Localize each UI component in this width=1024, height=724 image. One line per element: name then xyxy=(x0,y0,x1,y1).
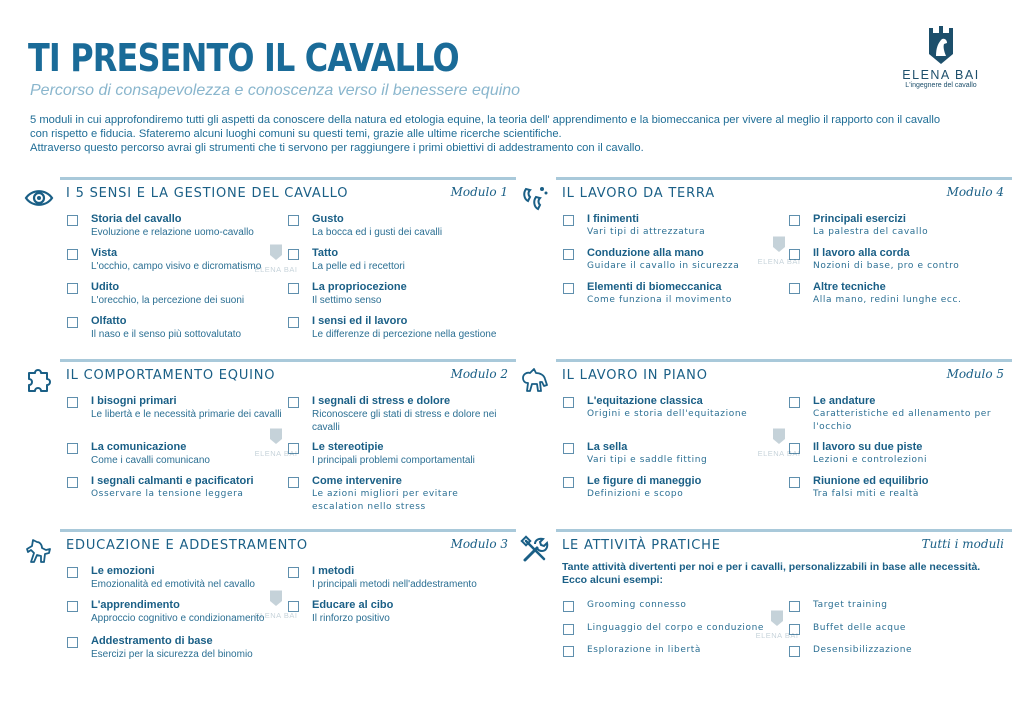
module-5-section xyxy=(556,359,1012,509)
item-checkbox[interactable] xyxy=(288,567,299,578)
module-title: LE ATTIVITÀ PRATICHE xyxy=(562,538,721,553)
item-checkbox[interactable] xyxy=(563,601,574,612)
item-description: L'orecchio, la percezione dei suoni xyxy=(91,295,245,306)
item-title: Storia del cavallo xyxy=(91,213,182,225)
item-checkbox[interactable] xyxy=(563,443,574,454)
watermark-name: ELENA BAI xyxy=(757,449,801,458)
watermark-name: ELENA BAI xyxy=(254,611,298,620)
item-description: Origini e storia dell'equitazione xyxy=(587,409,748,419)
page-title: TI PRESENTO IL CAVALLO xyxy=(28,36,459,80)
item-checkbox[interactable] xyxy=(789,283,800,294)
watermark-name: ELENA BAI xyxy=(755,631,799,640)
item-title: L'apprendimento xyxy=(91,599,180,611)
item-checkbox[interactable] xyxy=(563,397,574,408)
watermark-logo xyxy=(754,605,800,640)
section-divider xyxy=(60,529,516,532)
item-description: Guidare il cavallo in sicurezza xyxy=(587,261,740,271)
item-checkbox[interactable] xyxy=(563,249,574,260)
module-label: Modulo 1 xyxy=(450,185,508,199)
item-title: Olfatto xyxy=(91,315,127,327)
module-label: Modulo 2 xyxy=(450,367,508,381)
item-description: Osservare la tensione leggera xyxy=(91,489,244,499)
item-checkbox[interactable] xyxy=(67,397,78,408)
watermark-name: ELENA BAI xyxy=(254,449,298,458)
item-description: Target training xyxy=(813,600,888,610)
item-description: Evoluzione e relazione uomo-cavallo xyxy=(91,227,254,238)
item-title: Le stereotipie xyxy=(312,441,384,453)
item-checkbox[interactable] xyxy=(789,215,800,226)
item-title: L'equitazione classica xyxy=(587,395,703,407)
item-description: Emozionalità ed emotività nel cavallo xyxy=(91,579,255,590)
item-description: Come funziona il movimento xyxy=(587,295,732,305)
item-title: Il lavoro su due piste xyxy=(813,441,923,453)
item-description: Le differenze di percezione nella gestione xyxy=(312,329,497,340)
module-1-section xyxy=(60,177,516,347)
item-checkbox[interactable] xyxy=(563,646,574,657)
item-description: Lezioni e controlezioni xyxy=(813,455,928,465)
item-description: Desensibilizzazione xyxy=(813,645,913,655)
intro-text xyxy=(30,113,1000,155)
item-description: Caratteristiche ed allenamento per l'occhio xyxy=(813,409,992,432)
watermark-logo xyxy=(756,231,802,266)
item-title: Principali esercizi xyxy=(813,213,906,225)
module-title: I 5 SENSI E LA GESTIONE DEL CAVALLO xyxy=(66,186,349,201)
item-title: I metodi xyxy=(312,565,355,577)
watermark-logo xyxy=(253,423,299,458)
watermark-logo xyxy=(253,585,299,620)
item-title: Il lavoro alla corda xyxy=(813,247,910,259)
logo-tagline: L'ingegnere del cavallo xyxy=(905,82,977,89)
brand-logo xyxy=(896,22,986,102)
item-title: Vista xyxy=(91,247,118,259)
item-description: Vari tipi di attrezzatura xyxy=(587,227,706,237)
rearing-horse-icon xyxy=(24,535,54,565)
module-3-section xyxy=(60,529,516,669)
item-description: L'occhio, campo visivo e dicromatismo xyxy=(91,261,262,272)
item-title: Le andature xyxy=(813,395,876,407)
item-checkbox[interactable] xyxy=(563,215,574,226)
item-checkbox[interactable] xyxy=(288,215,299,226)
item-description: La palestra del cavallo xyxy=(813,227,929,237)
module-label: Modulo 5 xyxy=(946,367,1004,381)
item-checkbox[interactable] xyxy=(67,283,78,294)
item-description: Approccio cognitivo e condizionamento xyxy=(91,613,265,624)
item-checkbox[interactable] xyxy=(563,624,574,635)
castle-horse-logo-icon xyxy=(269,423,283,445)
item-checkbox[interactable] xyxy=(67,601,78,612)
item-description: Linguaggio del corpo e conduzione xyxy=(587,623,765,633)
item-title: Tatto xyxy=(312,247,339,259)
item-title: La sella xyxy=(587,441,628,453)
horse-icon xyxy=(520,365,550,395)
eye-icon xyxy=(24,183,54,213)
item-description: I principali metodi nell'addestramento xyxy=(312,579,477,590)
item-checkbox[interactable] xyxy=(67,317,78,328)
item-description: Vari tipi e saddle fitting xyxy=(587,455,708,465)
item-checkbox[interactable] xyxy=(67,443,78,454)
item-title: I segnali calmanti e pacificatori xyxy=(91,475,254,487)
item-description: Il settimo senso xyxy=(312,295,382,306)
item-description: Grooming connesso xyxy=(587,600,687,610)
item-title: Addestramento di base xyxy=(91,635,213,647)
watermark-name: ELENA BAI xyxy=(757,257,801,266)
watermark-logo xyxy=(756,423,802,458)
module-2-section xyxy=(60,359,516,519)
tools-icon xyxy=(520,535,550,565)
castle-horse-logo-icon xyxy=(770,605,784,627)
item-title: I finimenti xyxy=(587,213,639,225)
module-title: IL COMPORTAMENTO EQUINO xyxy=(66,368,276,383)
module-label: Modulo 3 xyxy=(450,537,508,551)
item-checkbox[interactable] xyxy=(67,215,78,226)
castle-horse-logo-icon xyxy=(269,585,283,607)
item-checkbox[interactable] xyxy=(789,397,800,408)
section-divider xyxy=(60,359,516,362)
item-checkbox[interactable] xyxy=(288,283,299,294)
item-title: Udito xyxy=(91,281,120,293)
page-subtitle: Percorso di consapevolezza e conoscenza verso il benessere equino xyxy=(30,82,521,99)
item-checkbox[interactable] xyxy=(789,646,800,657)
item-checkbox[interactable] xyxy=(288,477,299,488)
item-description: Alla mano, redini lunghe ecc. xyxy=(813,295,962,305)
item-title: Educare al cibo xyxy=(312,599,394,611)
item-checkbox[interactable] xyxy=(563,477,574,488)
module-title: EDUCAZIONE E ADDESTRAMENTO xyxy=(66,538,308,553)
section-divider xyxy=(556,177,1012,180)
item-title: Le emozioni xyxy=(91,565,155,577)
item-checkbox[interactable] xyxy=(67,477,78,488)
item-title: I segnali di stress e dolore xyxy=(312,395,451,407)
item-checkbox[interactable] xyxy=(789,477,800,488)
module-title: IL LAVORO DA TERRA xyxy=(562,186,715,201)
intro-line: 5 moduli in cui approfondiremo tutti gli aspetti da conoscere della natura ed etologia equine, la teoria dell' apprendimento e la biomeccanica per vivere al meglio il rapporto con il cavallo xyxy=(30,114,941,126)
item-description: Esercizi per la sicurezza del binomio xyxy=(91,649,253,660)
item-description: La pelle ed i recettori xyxy=(312,261,405,272)
item-description: Definizioni e scopo xyxy=(587,489,684,499)
castle-horse-logo-icon xyxy=(927,22,955,66)
activities-section xyxy=(556,529,1012,669)
item-description: Riconoscere gli stati di stress e dolore nei cavalli xyxy=(312,409,497,433)
item-title: La comunicazione xyxy=(91,441,187,453)
item-description: Esplorazione in libertà xyxy=(587,645,702,655)
section-divider xyxy=(556,359,1012,362)
intro-line: Attraverso questo percorso avrai gli strumenti che ti servono per raggiungere i primi obiettivi di addestramento con il cavallo. xyxy=(30,142,644,154)
section-divider xyxy=(556,529,1012,532)
castle-horse-logo-icon xyxy=(772,231,786,253)
item-title: I sensi ed il lavoro xyxy=(312,315,408,327)
hoofprint-icon xyxy=(520,183,550,213)
item-description: La bocca ed i gusti dei cavalli xyxy=(312,227,443,238)
item-title: Altre tecniche xyxy=(813,281,886,293)
item-description: Buffet delle acque xyxy=(813,623,907,633)
puzzle-icon xyxy=(24,365,54,395)
castle-horse-logo-icon xyxy=(269,239,283,261)
item-title: Elementi di biomeccanica xyxy=(587,281,722,293)
module-title: IL LAVORO IN PIANO xyxy=(562,368,708,383)
intro-line: con rispetto e fiducia. Sfateremo alcuni luoghi comuni su questi temi, grazie alle ultime ricerche scientifiche. xyxy=(30,128,562,140)
item-description: I principali problemi comportamentali xyxy=(312,455,475,466)
item-title: Come intervenire xyxy=(312,475,402,487)
item-description: Il rinforzo positivo xyxy=(312,613,390,624)
module-4-section xyxy=(556,177,1012,317)
module-label: Modulo 4 xyxy=(946,185,1004,199)
item-checkbox[interactable] xyxy=(67,249,78,260)
item-description: Le azioni migliori per evitare escalation nello stress xyxy=(312,489,459,512)
activities-intro: Tante attività divertenti per noi e per i cavalli, personalizzabili in base alle necessità. Ecco alcuni esempi: xyxy=(562,561,981,586)
item-title: Le figure di maneggio xyxy=(587,475,702,487)
logo-name: ELENA BAI xyxy=(902,68,980,82)
item-title: Gusto xyxy=(312,213,344,225)
item-description: Nozioni di base, pro e contro xyxy=(813,261,960,271)
item-description: Le libertà e le necessità primarie dei cavalli xyxy=(91,409,282,420)
item-checkbox[interactable] xyxy=(563,283,574,294)
item-description: Tra falsi miti e realtà xyxy=(813,489,919,499)
item-description: Il naso e il senso più sottovalutato xyxy=(91,329,242,340)
item-checkbox[interactable] xyxy=(288,317,299,328)
watermark-name: ELENA BAI xyxy=(254,265,298,274)
item-title: Conduzione alla mano xyxy=(587,247,704,259)
item-checkbox[interactable] xyxy=(288,397,299,408)
watermark-logo xyxy=(253,239,299,274)
item-description: Come i cavalli comunicano xyxy=(91,455,210,466)
item-title: La propriocezione xyxy=(312,281,407,293)
item-title: I bisogni primari xyxy=(91,395,177,407)
item-checkbox[interactable] xyxy=(67,567,78,578)
castle-horse-logo-icon xyxy=(772,423,786,445)
item-title: Riunione ed equilibrio xyxy=(813,475,929,487)
module-label: Tutti i moduli xyxy=(921,537,1004,551)
section-divider xyxy=(60,177,516,180)
item-checkbox[interactable] xyxy=(67,637,78,648)
